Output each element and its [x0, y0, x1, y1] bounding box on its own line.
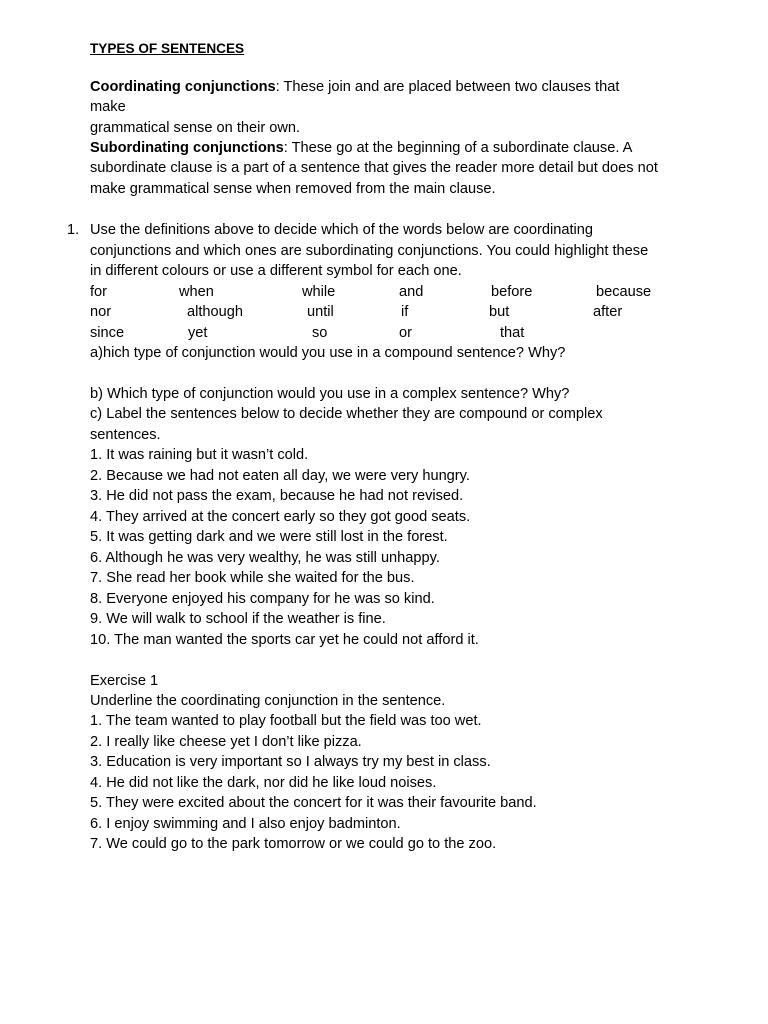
question-c: c) Label the sentences below to decide whether they are compound or complex — [90, 406, 603, 422]
word-bank-word: since — [90, 325, 125, 341]
word-bank-word: when — [179, 284, 214, 300]
sentence-item: 3. He did not pass the exam, because he had not revised. — [90, 488, 464, 504]
exercise-item: 5. They were excited about the concert for it was their favourite band. — [90, 795, 537, 811]
exercise-instruction: Underline the coordinating conjunction in the sentence. — [90, 693, 446, 709]
exercise-item: 6. I enjoy swimming and I also enjoy badminton. — [90, 816, 401, 832]
sentence-item: 7. She read her book while she waited for the bus. — [90, 570, 415, 586]
question-a: a)hich type of conjunction would you use in a compound sentence? Why? — [90, 345, 566, 361]
task-instruction-line: conjunctions and which ones are subordinating conjunctions. You could highlight these — [90, 243, 649, 259]
subordinating-definition-line2: subordinate clause is a part of a sentence that gives the reader more detail but does not — [90, 160, 658, 176]
word-bank-word: and — [399, 284, 424, 300]
word-bank-word: yet — [188, 325, 208, 341]
word-bank-word: if — [401, 304, 409, 320]
exercise-item: 1. The team wanted to play football but the field was too wet. — [90, 713, 482, 729]
sentence-item: 1. It was raining but it wasn’t cold. — [90, 447, 309, 463]
task-instruction-line: Use the definitions above to decide which of the words below are coordinating — [90, 222, 593, 238]
word-bank-word: after — [593, 304, 623, 320]
coordinating-definition-line1 — [90, 77, 619, 97]
subordinating-definition-line1 — [90, 138, 632, 158]
word-bank-word: that — [500, 325, 525, 341]
sentence-item: 4. They arrived at the concert early so they got good seats. — [90, 509, 471, 525]
word-bank-word: although — [187, 304, 243, 320]
task-instruction-line: in different colours or use a different symbol for each one. — [90, 263, 462, 279]
word-bank-word: or — [399, 325, 412, 341]
coordinating-definition-line3: grammatical sense on their own. — [90, 120, 301, 136]
word-bank-word: nor — [90, 304, 112, 320]
word-bank-word: until — [307, 304, 334, 320]
task-number: 1. — [67, 222, 80, 238]
word-bank-word: before — [491, 284, 533, 300]
sentence-item: 2. Because we had not eaten all day, we were very hungry. — [90, 468, 470, 484]
subordinating-definition-text: : These go at the beginning of a subordinate clause. A — [283, 140, 633, 156]
word-bank-word: because — [596, 284, 652, 300]
coordinating-definition-line2: make — [90, 99, 126, 115]
coordinating-term: Coordinating conjunctions — [90, 79, 276, 95]
question-c-continued: sentences. — [90, 427, 161, 443]
question-b: b) Which type of conjunction would you use in a complex sentence? Why? — [90, 386, 570, 402]
subordinating-term: Subordinating conjunctions — [90, 140, 284, 156]
sentence-item: 9. We will walk to school if the weather is fine. — [90, 611, 386, 627]
coordinating-definition-text: : These join and are placed between two clauses that — [275, 79, 620, 95]
sentence-item: 8. Everyone enjoyed his company for he was so kind. — [90, 591, 435, 607]
exercise-heading: Exercise 1 — [90, 673, 159, 689]
word-bank-word: so — [312, 325, 328, 341]
exercise-item: 2. I really like cheese yet I don’t like pizza. — [90, 734, 362, 750]
word-bank-word: but — [489, 304, 510, 320]
exercise-item: 4. He did not like the dark, nor did he like loud noises. — [90, 775, 437, 791]
sentence-item: 5. It was getting dark and we were still lost in the forest. — [90, 529, 448, 545]
exercise-item: 3. Education is very important so I always try my best in class. — [90, 754, 491, 770]
sentence-item: 6. Although he was very wealthy, he was still unhappy. — [90, 550, 440, 566]
page-title: TYPES OF SENTENCES — [90, 41, 245, 56]
word-bank-word: for — [90, 284, 108, 300]
word-bank-word: while — [302, 284, 336, 300]
exercise-item: 7. We could go to the park tomorrow or we could go to the zoo. — [90, 836, 497, 852]
subordinating-definition-line3: make grammatical sense when removed from the main clause. — [90, 181, 496, 197]
sentence-item: 10. The man wanted the sports car yet he could not afford it. — [90, 632, 479, 648]
